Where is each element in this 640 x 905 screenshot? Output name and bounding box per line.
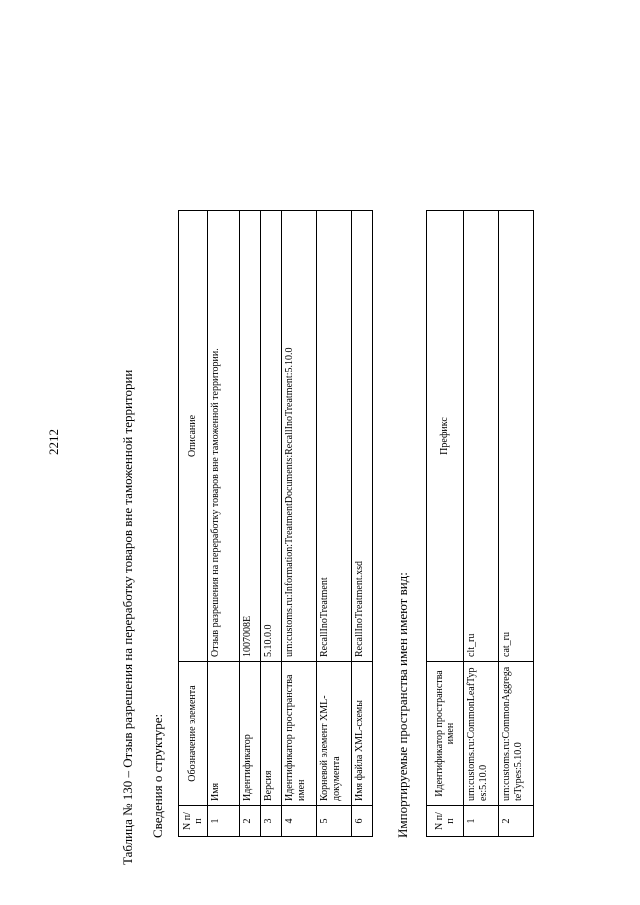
row-prefix: cat_ru	[499, 211, 534, 662]
row-element: Имя	[208, 662, 240, 806]
table-title: Таблица № 130 – Отзыв разрешения на переработку товаров вне таможенной территории	[120, 369, 135, 865]
header-description: Описание	[179, 211, 208, 662]
row-number: 4	[282, 806, 317, 837]
header-number: N п/п	[427, 806, 464, 837]
rotated-content	[0, 10, 600, 870]
row-number: 5	[317, 806, 352, 837]
page-number: 2212	[46, 429, 61, 455]
table-row	[282, 211, 317, 837]
row-number: 1	[464, 806, 499, 837]
row-number: 1	[208, 806, 240, 837]
table-header-row	[179, 211, 208, 837]
row-description: RecallInoTreatment	[317, 211, 352, 662]
structure-table	[178, 210, 373, 837]
row-description: RecallInoTreatment.xsd	[352, 211, 373, 662]
table-row	[499, 211, 534, 837]
row-element: Идентификатор пространства имен	[282, 662, 317, 806]
row-description: 1007008E	[240, 211, 261, 662]
row-prefix: clt_ru	[464, 211, 499, 662]
row-element: Имя файла XML-схемы	[352, 662, 373, 806]
table-row	[261, 211, 282, 837]
row-number: 6	[352, 806, 373, 837]
row-namespace: urn:customs.ru:CommonLeafTypes:5.10.0	[464, 662, 499, 806]
namespaces-heading: Импортируемые пространства имен имеют вид:	[395, 572, 410, 838]
table-row	[317, 211, 352, 837]
table-row	[208, 211, 240, 837]
table-row	[240, 211, 261, 837]
header-prefix: Префикс	[427, 211, 464, 662]
row-element: Версия	[261, 662, 282, 806]
row-namespace: urn:customs.ru:CommonAggregateTypes:5.10.0	[499, 662, 534, 806]
header-element: Обозначение элемента	[179, 662, 208, 806]
row-number: 2	[240, 806, 261, 837]
header-number: N п/п	[179, 806, 208, 837]
row-number: 3	[261, 806, 282, 837]
row-element: Идентификатор	[240, 662, 261, 806]
row-description: 5.10.0.0	[261, 211, 282, 662]
structure-heading: Сведения о структуре:	[150, 713, 165, 838]
row-description: Отзыв разрешения на переработку товаров вне таможенной территории.	[208, 211, 240, 662]
row-element: Корневой элемент XML-документа	[317, 662, 352, 806]
table-row	[464, 211, 499, 837]
table-header-row	[427, 211, 464, 837]
namespaces-table	[426, 210, 534, 837]
row-description: urn:customs.ru:Information:TreatmentDocuments:RecallInoTreatment:5.10.0	[282, 211, 317, 662]
row-number: 2	[499, 806, 534, 837]
table-row	[352, 211, 373, 837]
header-namespace: Идентификатор пространства имен	[427, 662, 464, 806]
